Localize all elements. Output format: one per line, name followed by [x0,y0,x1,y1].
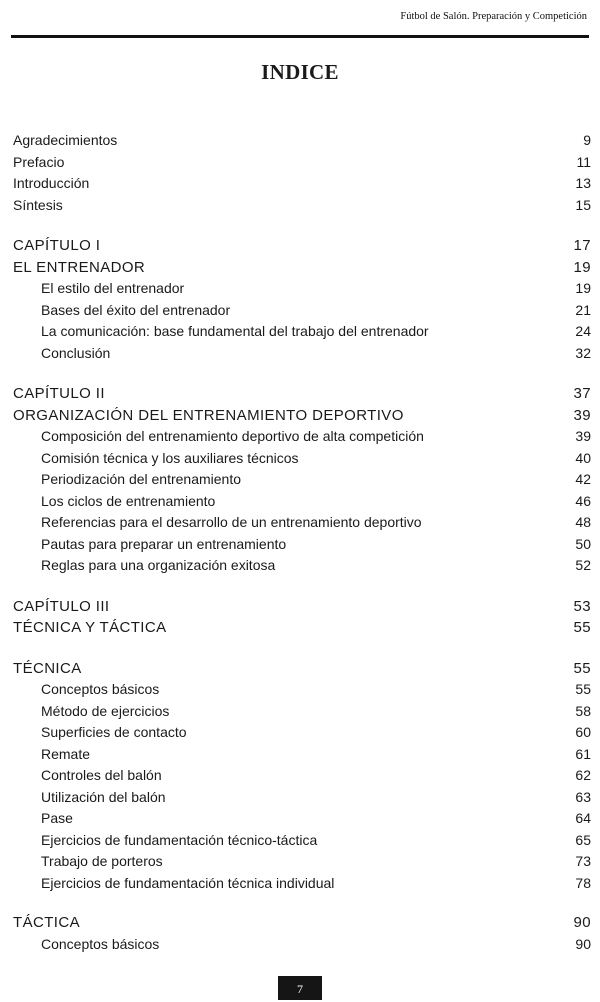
toc-entry [13,448,591,470]
toc-entry [13,851,591,873]
section-tecnica [13,658,591,895]
chapter-title [13,405,591,427]
chapter-title [13,617,591,639]
entry-page: 60 [575,724,591,740]
section-title: TÉCNICA [13,659,82,677]
table-of-contents [13,130,591,955]
toc-entry [13,426,591,448]
toc-entry [13,722,591,744]
entry-label: Utilización del balón [41,788,166,805]
entry-page: 62 [575,767,591,783]
entry-label: Periodización del entrenamiento [41,471,242,487]
entry-page: 55 [575,681,591,697]
toc-entry [13,278,591,300]
toc-entry [13,830,591,852]
entry-label: Reglas para una organización exitosa [41,557,276,573]
chapter-heading [13,383,591,405]
entry-label: Superficies de contacto [41,724,187,740]
entry-label: Composición del entrenamiento deportivo de alta competición [41,428,424,444]
entry-page: 24 [575,323,591,339]
toc-entry [13,152,591,174]
chapter-heading [13,596,591,618]
entry-label: Conceptos básicos [41,935,160,952]
entry-label: Conclusión [41,344,111,361]
entry-label: Bases del éxito del entrenador [41,301,231,318]
entry-label: Introducción [13,175,90,191]
entry-page: 46 [575,492,591,509]
entry-page: 17 [573,237,591,254]
chapter-title-label: TÉCNICA Y TÁCTICA [13,619,167,636]
toc-entry [13,469,591,491]
chapter-3 [13,596,591,639]
toc-entry [13,512,591,534]
entry-page: 9 [583,132,591,148]
entry-label: Comisión técnica y los auxiliares técnicos [41,449,299,466]
toc-entry [13,787,591,809]
spacer [13,894,591,912]
entry-label: Remate [41,745,91,762]
chapter-label: CAPÍTULO III [13,597,110,615]
toc-entry [13,534,591,556]
entry-page: 78 [575,874,591,891]
chapter-title-label: EL ENTRENADOR [13,258,146,276]
entry-label: Síntesis [13,196,63,213]
toc-entry [13,321,591,343]
entry-page: 19 [575,280,591,296]
toc-entry [13,300,591,322]
toc-entry [13,744,591,766]
entry-page: 65 [575,831,591,848]
entry-label: Pase [41,810,73,826]
chapter-title-label: ORGANIZACIÓN DEL ENTRENAMIENTO DEPORTIVO [13,406,404,424]
section-heading [13,912,591,934]
toc-entry [13,701,591,723]
toc-entry [13,195,591,217]
entry-page: 64 [575,810,591,826]
entry-page: 39 [573,406,591,424]
entry-label: Agradecimientos [13,132,118,148]
page-title: INDICE [261,60,339,84]
entry-label: La comunicación: base fundamental del trabajo del entrenador [41,323,429,339]
toc-entry [13,873,591,895]
entry-page: 21 [575,301,591,318]
entry-label: Ejercicios de fundamentación técnico-táctica [41,831,318,848]
chapter-label: CAPÍTULO II [13,385,105,402]
entry-page: 52 [575,557,591,573]
spacer [13,364,591,383]
chapter-label: CAPÍTULO I [13,237,101,254]
entry-page: 53 [573,597,591,615]
entry-label: Los ciclos de entrenamiento [41,492,216,509]
chapter-title [13,257,591,279]
page-number: 7 [278,976,322,1000]
entry-label: Trabajo de porteros [41,853,163,869]
entry-page: 90 [575,935,591,952]
section-heading [13,658,591,680]
entry-page: 15 [575,196,591,213]
entry-label: El estilo del entrenador [41,280,185,296]
entry-page: 50 [575,535,591,552]
toc-entry [13,343,591,365]
section-tactica [13,912,591,955]
entry-page: 19 [573,258,591,276]
toc-entry [13,679,591,701]
toc-entry [13,765,591,787]
entry-page: 42 [575,471,591,487]
entry-page: 39 [575,428,591,444]
entry-label: Prefacio [13,153,65,170]
chapter-1 [13,235,591,364]
toc-entry [13,130,591,152]
front-matter [13,130,591,216]
header-rule [11,35,589,38]
toc-entry [13,934,591,956]
entry-label: Ejercicios de fundamentación técnica individual [41,874,335,891]
section-title: TÁCTICA [13,914,80,931]
entry-page: 11 [576,153,591,170]
spacer [13,216,591,235]
entry-label: Pautas para preparar un entrenamiento [41,535,287,552]
entry-page: 32 [575,344,591,361]
entry-label: Conceptos básicos [41,681,160,697]
spacer [13,639,591,658]
entry-page: 37 [573,385,591,402]
entry-page: 48 [575,514,591,530]
entry-page: 61 [575,745,591,762]
entry-page: 63 [575,788,591,805]
entry-page: 90 [573,914,591,931]
entry-page: 58 [575,702,591,719]
entry-label: Controles del balón [41,767,162,783]
entry-page: 55 [573,619,591,636]
entry-page: 73 [575,853,591,869]
entry-label: Método de ejercicios [41,702,170,719]
entry-page: 13 [575,175,591,191]
running-head: Fútbol de Salón. Preparación y Competición [400,11,587,22]
spacer [13,577,591,596]
chapter-heading [13,235,591,257]
toc-entry [13,491,591,513]
entry-page: 40 [575,449,591,466]
chapter-2 [13,383,591,577]
toc-entry [13,555,591,577]
entry-page: 55 [573,659,591,677]
toc-entry [13,808,591,830]
toc-entry [13,173,591,195]
entry-label: Referencias para el desarrollo de un entrenamiento deportivo [41,514,422,530]
